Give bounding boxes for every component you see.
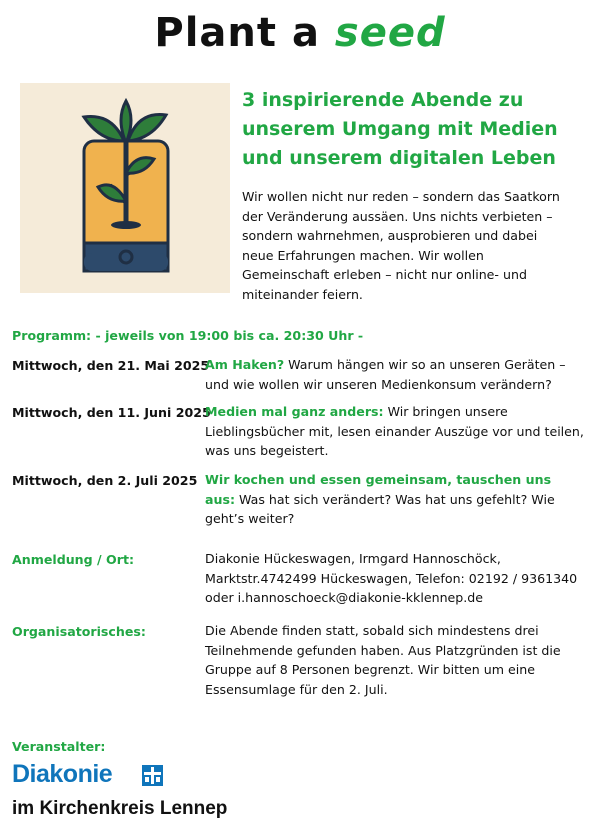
title-part-plant-a: Plant a <box>154 10 320 56</box>
event-text: Wir bringen unsere Lieblingsbücher mit, lesen einander Auszüge vor und teilen, was uns begeistert. <box>205 404 584 458</box>
intro-paragraph: Wir wollen nicht nur reden – sondern das Saatkorn der Veränderung aussäen. Uns nichts verbieten – sondern wahrnehmen, ausprobieren und dabei neue Erfahrungen machen. Wir wollen Gemeinschaft erleben – nicht nur online- und miteinander feiern. <box>242 189 560 302</box>
event-highlight: Medien mal ganz anders: <box>205 404 384 419</box>
veranstalter-label: Veranstalter: <box>12 739 106 754</box>
phone-with-sprout-icon <box>20 83 230 293</box>
event-description <box>205 355 585 394</box>
event-date: Mittwoch, den 21. Mai 2025 <box>12 358 210 373</box>
organisatorisches-label: Organisatorisches: <box>12 624 146 639</box>
contact-email: oder i.hannoschoeck@diakonie-kklennep.de <box>205 590 484 605</box>
event-description <box>205 402 585 461</box>
anmeldung-line: Marktstr.4742499 Hückeswagen, Telefon: 02192 / 9361340 <box>205 570 578 586</box>
event-text: Was hat sich verändert? Was hat uns gefehlt? Wie geht’s weiter? <box>205 491 555 526</box>
event-text: Warum hängen wir so an unseren Geräten – und wie wollen wir unseren Medienkonsum verändern? <box>205 357 566 392</box>
event-highlight: Am Haken? <box>205 357 285 372</box>
poster-title <box>0 10 600 56</box>
event-date: Mittwoch, den 2. Juli 2025 <box>12 473 198 488</box>
title-part-seed: seed <box>334 10 446 56</box>
anmeldung-line: Diakonie Hückeswagen, Irmgard Hannoschöck, <box>205 551 501 566</box>
diakonie-logo: Diakonie <box>12 760 113 788</box>
organizer-subtitle: im Kirchenkreis Lennep <box>12 798 228 819</box>
diakonie-cross-icon <box>142 765 163 786</box>
programm-heading: Programm: - jeweils von 19:00 bis ca. 20:30 Uhr - <box>12 328 364 343</box>
organisatorisches-text: Die Abende finden statt, sobald sich mindestens drei Teilnehmende gefunden haben. Aus Platzgründen ist die Gruppe auf 8 Personen begrenzt. Wir bitten um eine Essensumlage für den 2. Juli. <box>205 623 561 697</box>
event-highlight: Wir kochen und essen gemeinsam, tauschen uns aus: <box>205 472 552 507</box>
anmeldung-details <box>205 549 585 608</box>
event-date: Mittwoch, den 11. Juni 2025 <box>12 405 211 420</box>
headline: 3 inspirierende Abende zu unserem Umgang mit Medien und unserem digitalen Leben <box>242 89 558 169</box>
anmeldung-label: Anmeldung / Ort: <box>12 552 134 567</box>
event-description <box>205 470 585 529</box>
